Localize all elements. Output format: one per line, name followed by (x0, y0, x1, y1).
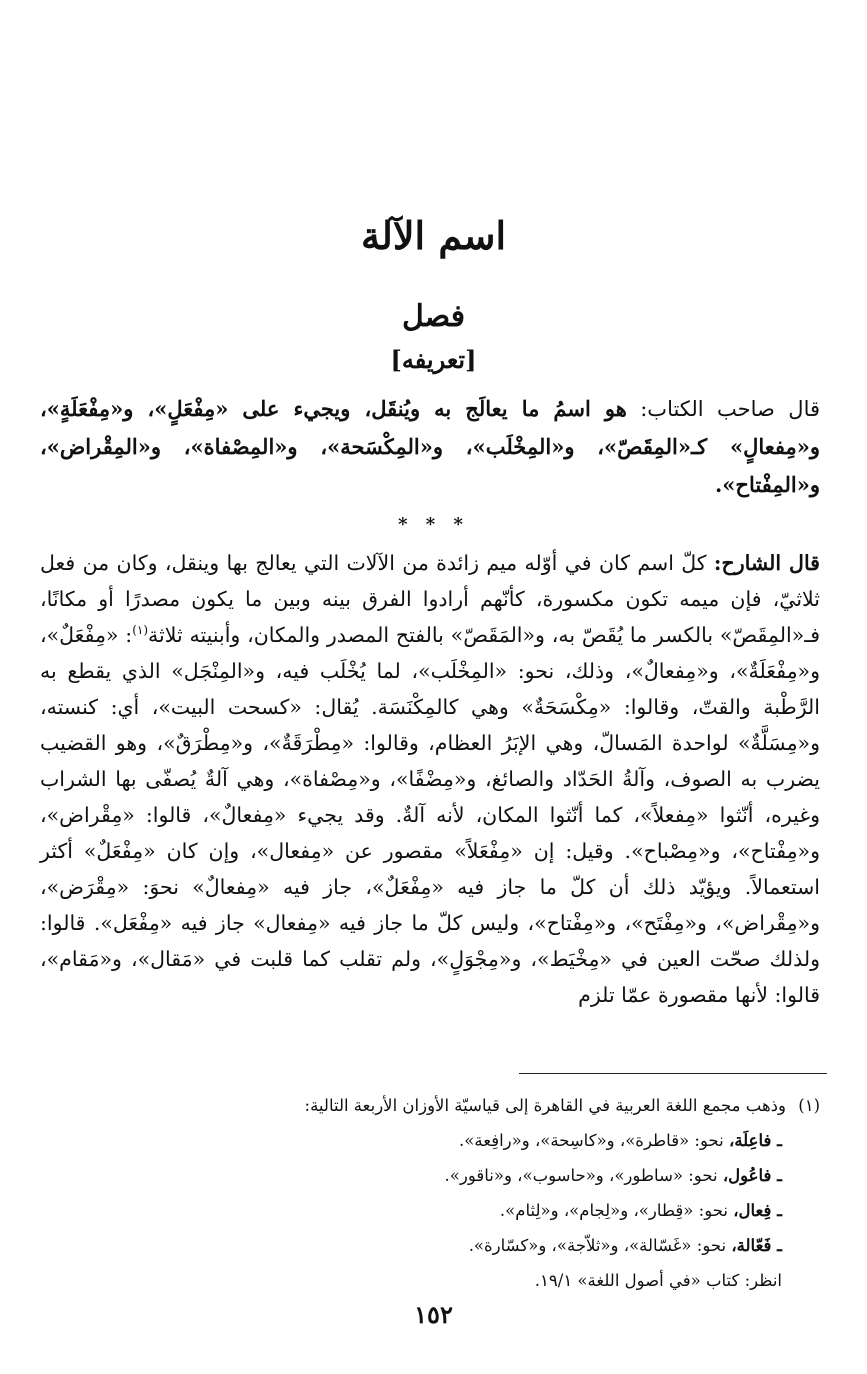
footnote-separator (519, 1073, 827, 1074)
chapter-title: اسم الآلة (360, 213, 507, 258)
footnote-term: ـ فاعِلَة، (729, 1131, 782, 1150)
page-number: ١٥٢ (414, 1300, 453, 1329)
footnote-item (40, 1123, 820, 1158)
section-divider-stars: * * * (398, 514, 469, 535)
footnote-reference: انظر: كتاب «في أصول اللغة» ١٩/١. (534, 1271, 782, 1290)
footnote-item (40, 1228, 820, 1263)
footnote-intro: وذهب مجمع اللغة العربية في القاهرة إلى قياسيّة الأوزان الأربعة التالية: (304, 1096, 786, 1115)
sharh-lead: قال الشارح: (713, 551, 820, 575)
sharh-text-part-2: : «مِفْعَلٌ»، و«مِفْعَلَةٌ»، و«مِفعالٌ»، وذلك، نحو: «المِخْلَب»، لما يُخْلَب فيه، و«المِنْجَل» الذي يقطع به الرَّطْبة والقتّ، وقالوا: «مِكْسَحَةٌ» وهي كالمِكْنَسَة. يُقال: «كسحت البيت»، أي: كنسته، و«مِسَلَّةٌ» لواحدة المَسالّ، وهي الإبَرُ العظام، وقالوا: «مِطْرَقَةٌ»، و«مِطْرَقٌ»، وهو القضيب يضرب به الصوف، وآلةُ الحَدّاد والصائغ، و«مِضْفًا»، و«مِصْفاة»، وهي آلةٌ يُصفّى بها الشراب وغيره، أنّثوا «مِفعلاً»، كما أنّثوا المكان، لأنه آلةٌ. وقد يجيء «مِفعالٌ»، قالوا: «مِقْراض»، و«مِفْتاح»، و«مِصْباح». وقيل: إن «مِفْعَلاً» مقصور عن «مِفعال»، وإن كان «مِفْعَلٌ» أكثر استعمالاً. ويؤيّد ذلك أن كلّ ما جاز فيه «مِفْعَلٌ»، جاز فيه «مِفعالٌ» نحوَ: «مِقْرَض»، و«مِقْراض»، و«مِفْتَح»، و«مِفْتاح»، وليس كلّ ما جاز فيه «مِفعال» جاز فيه «مِفْعَل». قالوا: ولذلك صحّت العين في «مِخْيَط»، و«مِجْوَلٍ»، ولم تقلب كما قلبت في «مَقال»، و«مَقام»، قالوا: لأنها مقصورة عمّا تلزم (40, 623, 820, 1007)
footnote-number: (١) (798, 1096, 820, 1115)
section-title: فصل (401, 299, 466, 334)
section-subtitle: [تعريفه] (390, 345, 477, 374)
footnote-term: ـ فَعّالة، (731, 1236, 782, 1255)
sharh-paragraph (40, 545, 820, 1013)
footnote-examples: نحو: «غَسّالة»، و«ثلاّجة»، و«كسّارة». (468, 1236, 732, 1255)
footnote-marker[interactable]: (١) (132, 623, 149, 638)
footnote-intro-line (40, 1088, 820, 1123)
matn-intro: قال صاحب الكتاب: (626, 397, 821, 421)
footnote-term: ـ فِعال، (733, 1201, 782, 1220)
footnotes (40, 1088, 820, 1298)
footnote-term: ـ فاعُول، (722, 1166, 782, 1185)
matn-paragraph (40, 390, 820, 504)
sharh-text-part-1: كلّ اسم كان في أوّله ميم زائدة من الآلات التي يعالج بها وينقل، وكان من فعل ثلاثيّ، فإن ميمه تكون مكسورة، كأنّهم أرادوا الفرق بينه وبين ما يكون مصدرًا أو مكانًا، فـ«المِقَصّ» بالكسر ما يُقَصّ به، و«المَقَصّ» بالفتح المصدر والمكان، وأبنيته ثلاثة (40, 551, 821, 647)
footnote-examples: نحو: «قاطرة»، و«كاسِحة»، و«رافِعة». (459, 1131, 730, 1150)
footnote-examples: نحو: «ساطور»، و«حاسوب»، و«ناقور». (444, 1166, 723, 1185)
footnote-item (40, 1158, 820, 1193)
footnote-examples: نحو: «قِطار»، و«لِجام»، و«لِثام». (499, 1201, 734, 1220)
matn-body: هو اسمُ ما يعالَج به ويُنقَل، ويجيء على «مِفْعَلٍ»، و«مِفْعَلَةٍ»، و«مِفعالٍ» كـ«المِقَصّ»، و«المِخْلَب»، و«المِكْسَحة»، و«المِصْفاة»، و«المِقْراض»، و«المِفْتاح». (40, 396, 820, 497)
footnote-item (40, 1193, 820, 1228)
